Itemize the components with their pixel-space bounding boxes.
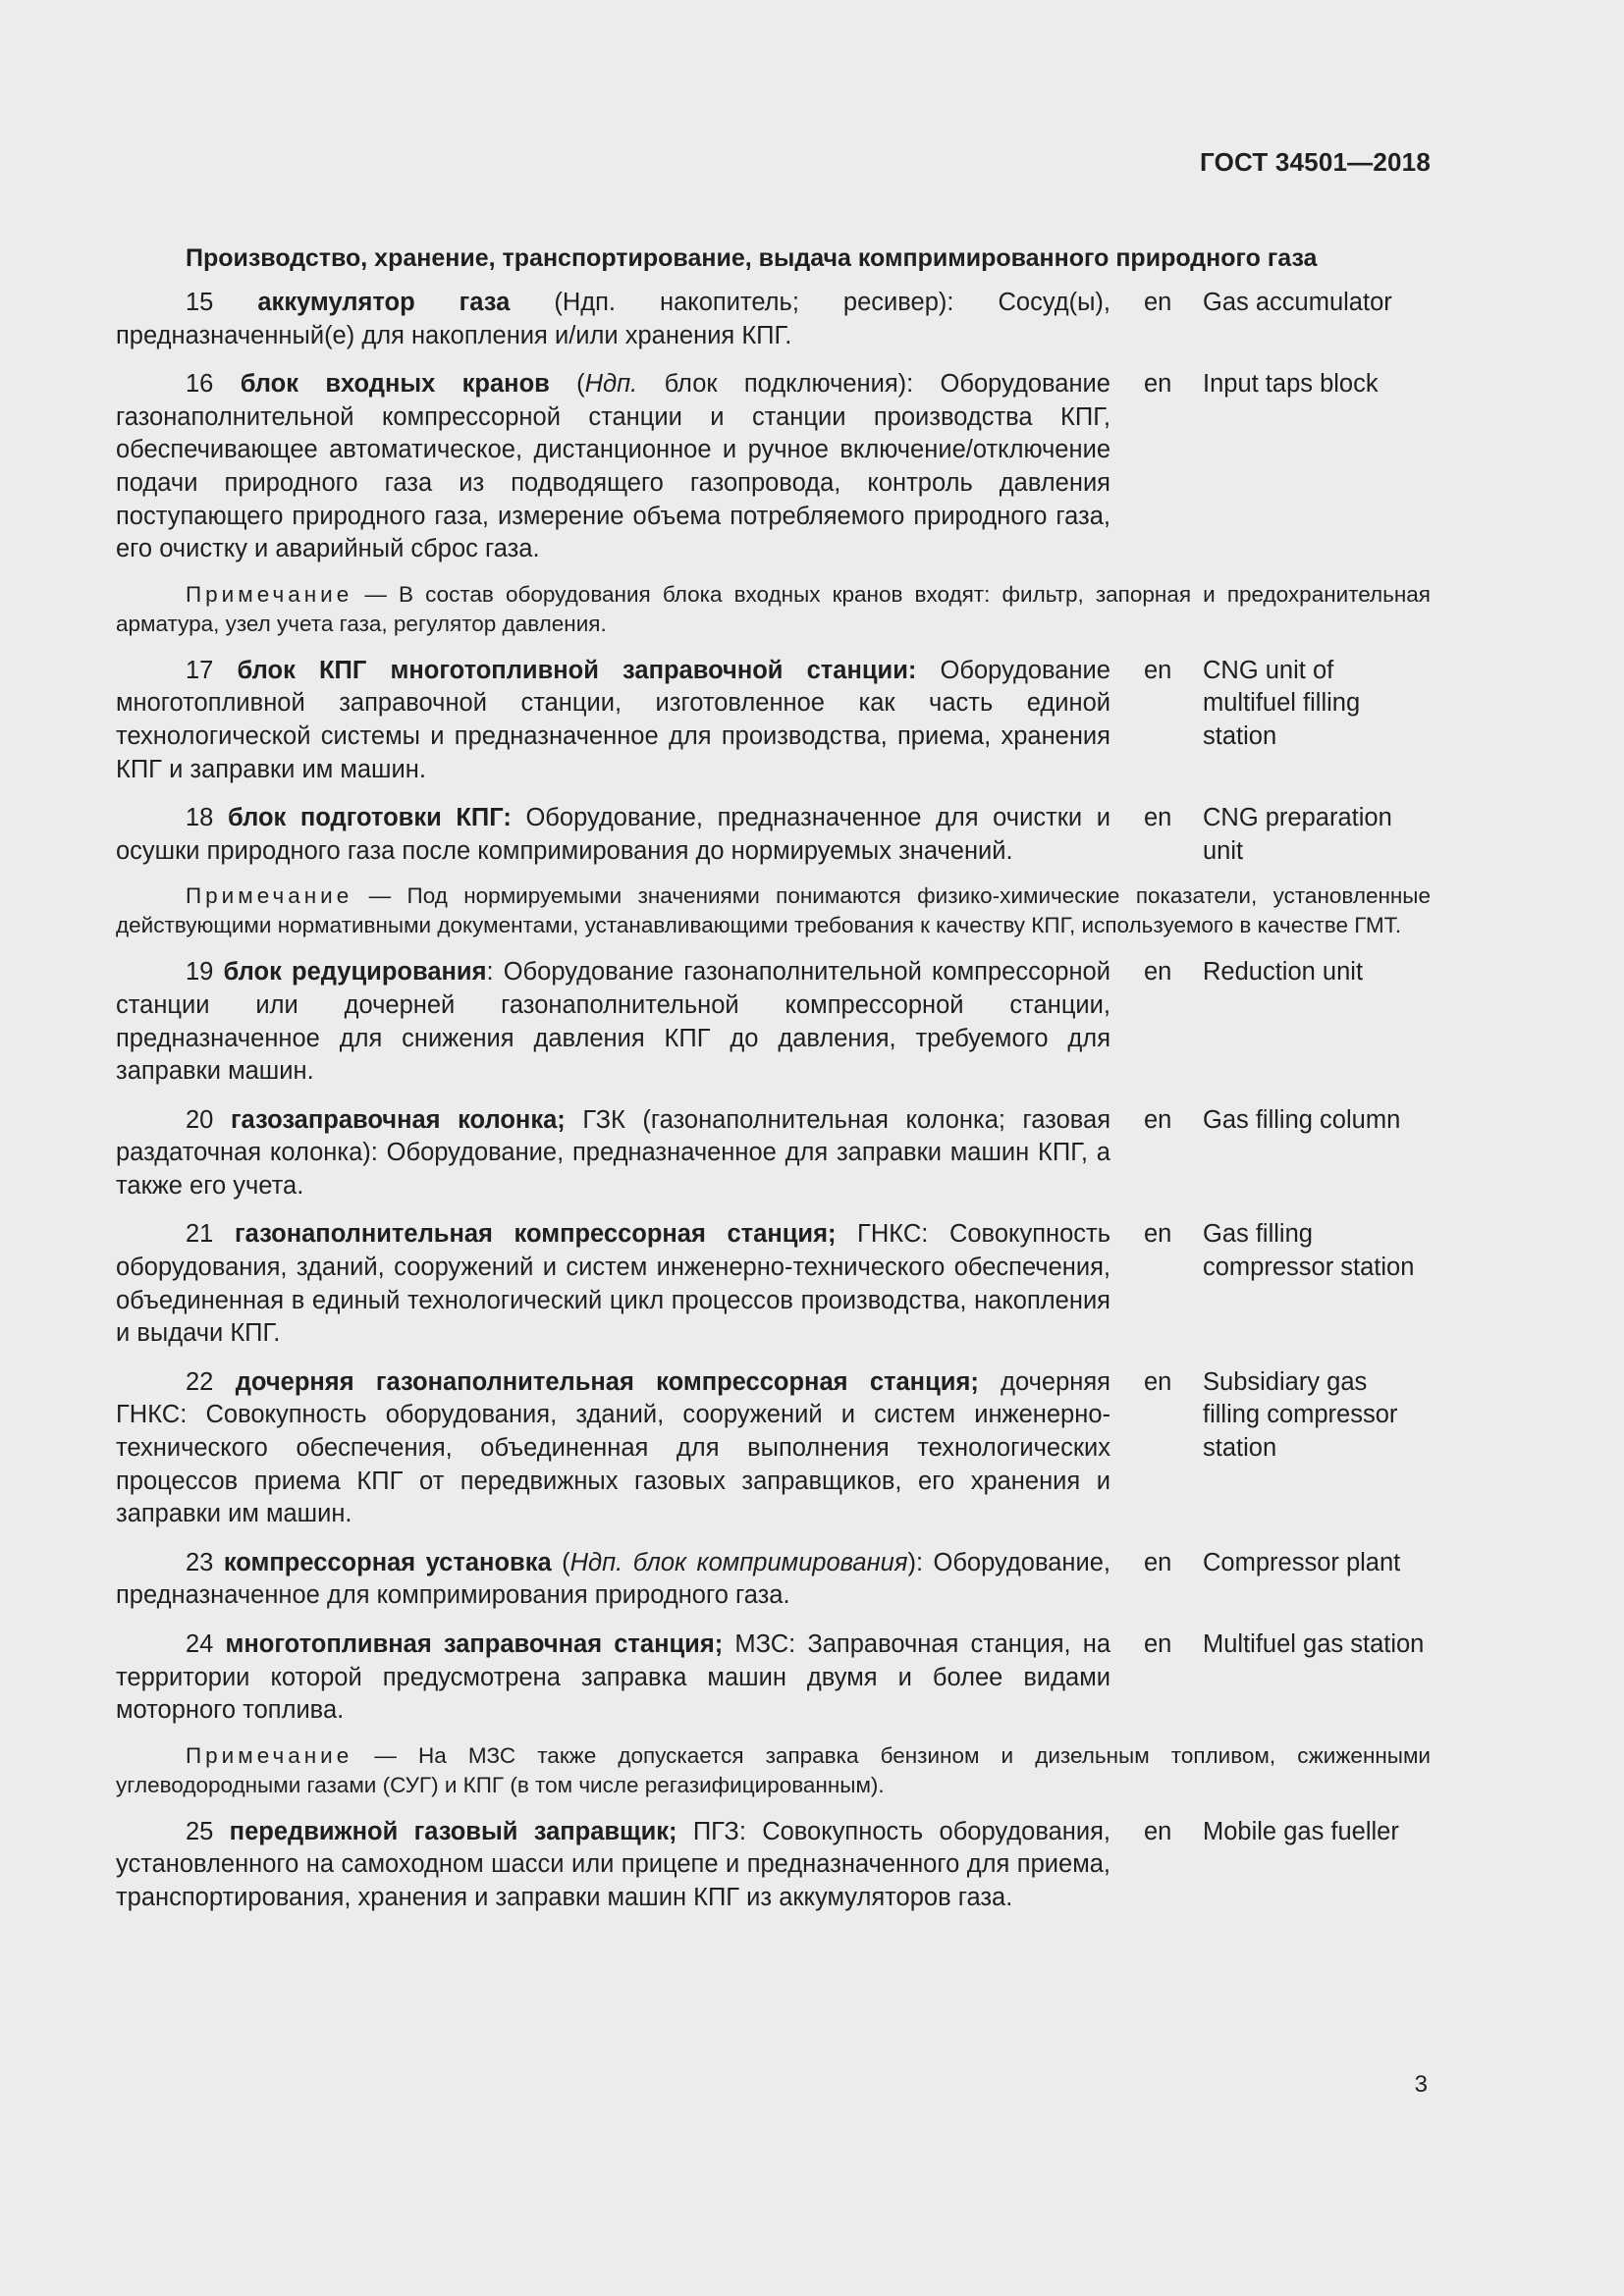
note-label: Примечание — [186, 581, 353, 607]
term-name: блок КПГ многотопливной заправочной станции: — [237, 656, 917, 684]
term-number: 21 — [186, 1220, 214, 1249]
english-equivalent: Reduction unit — [1203, 958, 1364, 987]
term-number: 23 — [186, 1548, 214, 1576]
language-code: en — [1144, 1630, 1172, 1658]
note — [116, 1741, 1431, 1800]
term-name: блок входных кранов — [240, 370, 550, 399]
term-number: 15 — [186, 289, 214, 316]
term-number: 20 — [186, 1105, 214, 1134]
english-equivalent: Gas filling column — [1203, 1105, 1401, 1134]
term-number: 16 — [186, 370, 214, 399]
english-equivalent: Subsidiary gas filling compressor station — [1203, 1367, 1398, 1463]
term-definition — [116, 1218, 1110, 1350]
term-italic: Ндп. блок компримирования — [569, 1548, 908, 1576]
english-equivalent: CNG unit of multifuel filling station — [1203, 656, 1361, 750]
term-definition — [116, 802, 1110, 868]
language-code: en — [1144, 958, 1172, 987]
document-header: ГОСТ 34501—2018 — [1200, 147, 1431, 177]
note-label: Примечание — [186, 883, 353, 909]
language-code: en — [1144, 1817, 1172, 1845]
term-name: блок подготовки КПГ: — [227, 804, 512, 832]
term-definition — [116, 655, 1110, 786]
english-equivalent: Gas accumulator — [1203, 289, 1392, 316]
term-name: аккумулятор газа — [257, 289, 511, 316]
term-entry — [116, 1366, 1431, 1531]
english-equivalent: CNG preparation unit — [1203, 804, 1392, 865]
term-entry — [116, 368, 1431, 566]
term-entry — [116, 956, 1431, 1088]
note-label: Примечание — [186, 1742, 353, 1768]
term-number: 19 — [186, 958, 214, 987]
english-equivalent: Compressor plant — [1203, 1548, 1401, 1576]
term-text: Оборудование многотопливной заправочной станции, изготовленное как часть единой технологической системы и предназначенное для производства, приема, хранения КПГ и заправки им машин. — [116, 656, 1110, 783]
term-text: ГЗК (газонаполнительная колонка; газовая раздаточная колонка): Оборудование, предназначенное для заправки машин КПГ, а также его учета. — [116, 1105, 1111, 1200]
language-code: en — [1144, 1220, 1172, 1249]
term-text: : Оборудование газонаполнительной компрессорной станции или дочерней газонаполнительной компрессорной станции, предназначенное для снижения давления КПГ до давления, требуемого для заправки машин. — [116, 958, 1110, 1086]
term-text: (Ндп. накопитель; ресивер): Сосуд(ы), предназначенный(е) для накопления и/или хранения КПГ. — [116, 289, 1110, 349]
term-name: газонаполнительная компрессорная станция; — [234, 1220, 837, 1249]
term-number: 25 — [186, 1817, 214, 1845]
language-code: en — [1144, 1105, 1172, 1134]
term-name: многотопливная заправочная станция; — [225, 1630, 724, 1658]
page-number: 3 — [1414, 2071, 1428, 2098]
english-equivalent: Input taps block — [1203, 370, 1379, 399]
term-name: передвижной газовый заправщик; — [229, 1817, 677, 1845]
note-text: — Под нормируемыми значениями понимаются физико-химические показатели, установленные действующими нормативными документами, устанавливающими требования к качеству КПГ, используемого в качестве ГМТ. — [116, 883, 1431, 938]
term-definition: 23 компрессорная установка (Ндп. блок компримирования): Оборудование, предназначенное для компримирования природного газа. — [116, 1548, 1111, 1610]
term-number: 24 — [186, 1630, 214, 1658]
english-equivalent: Mobile gas fueller — [1203, 1817, 1399, 1845]
term-entry — [116, 1104, 1431, 1203]
note — [116, 580, 1431, 639]
language-code: en — [1144, 1548, 1172, 1576]
term-name: дочерняя газонаполнительная компрессорная станция; — [235, 1367, 979, 1396]
term-text: Оборудование, предназначенное для очистки и осушки природного газа после компримирования до нормируемых значений. — [116, 804, 1110, 865]
term-entry — [116, 1218, 1431, 1350]
term-entry — [116, 287, 1431, 352]
term-text: МЗС: Заправочная станция, на территории которой предусмотрена заправка машин двумя и более видами моторного топлива. — [116, 1630, 1110, 1725]
term-name: газозаправочная колонка; — [230, 1105, 566, 1134]
term-text: блок подключения): Оборудование газонаполнительной компрессорной станции и станции производства КПГ, обеспечивающее автоматическое, дистанционное и ручное включение/отключение подачи природного газа из подводящего газопровода, контроль давления поступающего природного газа, измерение объема потребляемого природного газа, его очистку и аварийный сброс газа. — [116, 370, 1110, 563]
language-code: en — [1144, 804, 1172, 832]
term-name: блок редуцирования — [223, 958, 487, 987]
english-equivalent: Gas filling compressor station — [1203, 1220, 1415, 1282]
term-number: 17 — [186, 656, 214, 684]
term-number: 18 — [186, 804, 214, 832]
term-text: ): Оборудование, предназначенное для компримирования природного газа. — [116, 1548, 1111, 1610]
term-definition — [116, 1104, 1110, 1203]
term-definition — [116, 956, 1110, 1088]
note-text: — В состав оборудования блока входных кранов входят: фильтр, запорная и предохранительная арматура, узел учета газа, регулятор давления. — [116, 581, 1431, 636]
term-entry — [116, 655, 1431, 786]
term-number: 22 — [186, 1367, 214, 1396]
term-definition — [116, 1629, 1110, 1728]
term-definition — [116, 1366, 1110, 1531]
document-body — [116, 241, 1431, 1931]
language-code: en — [1144, 370, 1172, 399]
term-definition: 16 блок входных кранов (Ндп. блок подключения): Оборудование газонаполнительной компрессорной станции и станции производства КПГ, обеспечивающее автоматическое, дистанционное и ручное включение/отключение подачи природного газа из подводящего газопровода, контроль давления поступающего природного газа, измерение объема потребляемого природного газа, его очистку и аварийный сброс газа. — [116, 370, 1110, 563]
note-text: — На МЗС также допускается заправка бензином и дизельным топливом, сжиженными углеводородными газами (СУГ) и КПГ (в том числе регазифицированным). — [116, 1742, 1431, 1797]
language-code: en — [1144, 1367, 1172, 1396]
term-name: компрессорная установка — [223, 1548, 552, 1576]
term-text: ГНКС: Совокупность оборудования, зданий, сооружений и систем инженерно-технического обеспечения, объединенная в единый технологический цикл процессов производства, накопления и выдачи КПГ. — [116, 1220, 1110, 1348]
term-text: дочерняя ГНКС: Совокупность оборудования, зданий, сооружений и систем инженерно-технического обеспечения, объединенная для выполнения технологических процессов приема КПГ от передвижных газовых заправщиков, его хранения и заправки им машин. — [116, 1367, 1110, 1528]
term-entry — [116, 1547, 1431, 1613]
term-italic: Ндп. — [584, 370, 638, 399]
term-entry — [116, 1629, 1431, 1728]
language-code: en — [1144, 656, 1172, 684]
term-definition — [116, 287, 1110, 352]
term-definition — [116, 1816, 1110, 1915]
section-title: Производство, хранение, транспортирование, выдача компримированного природного газа — [186, 244, 1318, 272]
term-text: ПГЗ: Совокупность оборудования, установленного на самоходном шасси или прицепе и предназначенного для приема, транспортирования, хранения и заправки машин КПГ из аккумуляторов газа. — [116, 1817, 1110, 1911]
english-equivalent: Multifuel gas station — [1203, 1630, 1425, 1658]
term-entry — [116, 1816, 1431, 1915]
language-code: en — [1144, 289, 1172, 316]
note — [116, 881, 1431, 940]
term-entry — [116, 802, 1431, 868]
